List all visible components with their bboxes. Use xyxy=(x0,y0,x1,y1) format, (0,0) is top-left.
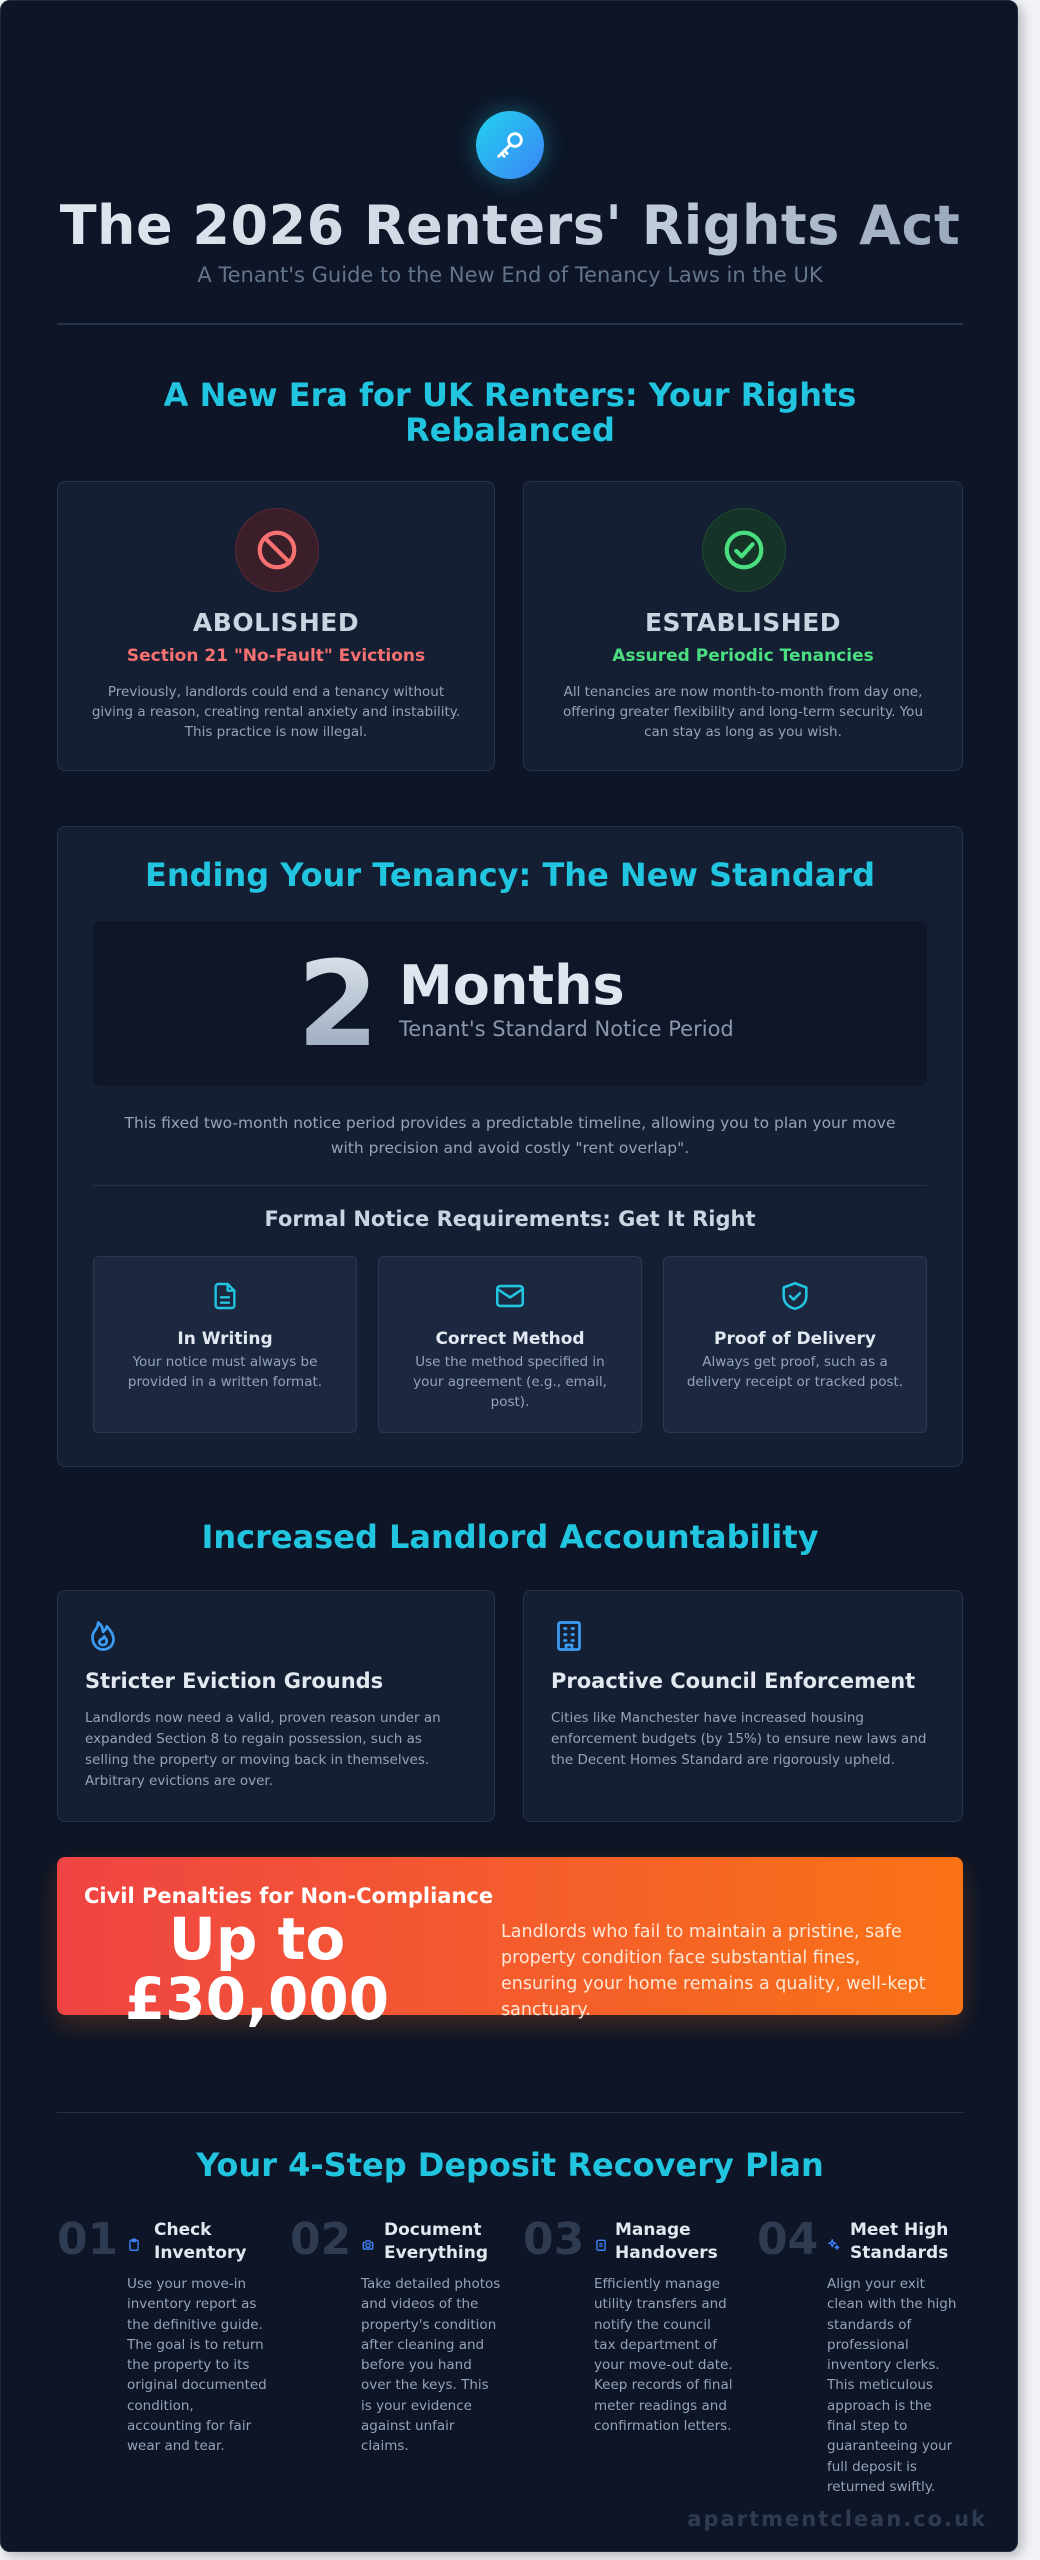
requirement-card xyxy=(663,1256,927,1433)
step-description: Efficiently manage utility transfers and notify the council tax department of your move-out date. Keep records of final meter readings and confirmation letters. xyxy=(594,2276,733,2435)
step-title: Manage Handovers xyxy=(615,2220,718,2263)
accountability-card xyxy=(523,1590,963,1822)
penalty-label: Civil Penalties for Non-Compliance xyxy=(84,1884,494,1908)
clipboard-icon xyxy=(127,2237,141,2257)
requirements-title: Formal Notice Requirements: Get It Right xyxy=(264,1207,756,1231)
requirement-card xyxy=(93,1256,357,1433)
divider xyxy=(93,1185,927,1186)
penalty-amount: Up to £30,000 xyxy=(124,1905,390,2033)
notice-number: 2 xyxy=(297,935,380,1073)
penalty-description: Landlords who fail to maintain a pristine, safe property condition face substantial fines, ensuring your home remains a quality, well-kept sanctuary. xyxy=(501,1922,926,2020)
requirement-description: Use the method specified in your agreement (e.g., email, post). xyxy=(413,1354,607,1410)
notice-paragraph: This fixed two-month notice period provides a predictable timeline, allowing you to plan your move with precision and avoid costly "rent overlap". xyxy=(124,1114,896,1157)
step-number: 04 xyxy=(757,2214,819,2265)
accountability-description: Cities like Manchester have increased housing enforcement budgets (by 15%) to ensure new laws and the Decent Homes Standard are rigorously upheld. xyxy=(551,1710,927,1768)
section-title-deposit: Your 4-Step Deposit Recovery Plan xyxy=(196,2146,824,2184)
accountability-title: Stricter Eviction Grounds xyxy=(85,1669,384,1693)
footer-brand[interactable]: apartmentclean.co.uk xyxy=(687,2507,987,2531)
step-title: Check Inventory xyxy=(154,2220,247,2263)
requirement-title: In Writing xyxy=(177,1329,273,1349)
section-title-ending: Ending Your Tenancy: The New Standard xyxy=(144,856,875,894)
step-description: Use your move-in inventory report as the definitive guide. The goal is to return the property to its original documented condition, accounting for fair wear and tear. xyxy=(127,2276,267,2455)
divider xyxy=(57,2112,963,2113)
flame-icon xyxy=(85,1618,121,1658)
ban-icon xyxy=(235,508,319,592)
camera-icon xyxy=(361,2237,375,2256)
envelope-icon xyxy=(379,1279,641,1313)
requirement-description: Your notice must always be provided in a written format. xyxy=(127,1354,323,1390)
requirement-title: Correct Method xyxy=(435,1329,585,1349)
sparkles-icon xyxy=(827,2237,841,2256)
abolished-subtitle: Section 21 "No-Fault" Evictions xyxy=(126,646,426,666)
building-icon xyxy=(551,1618,587,1658)
notice-unit-subtitle: Tenant's Standard Notice Period xyxy=(399,1017,734,1041)
document-icon xyxy=(94,1279,356,1313)
step-number: 01 xyxy=(57,2214,119,2265)
step-description: Align your exit clean with the high standards of professional inventory clerks. This meticulous approach is the final step to guaranteeing your full deposit is returned swiftly. xyxy=(827,2276,957,2495)
section-title-accountability: Increased Landlord Accountability xyxy=(201,1518,819,1556)
page-title: The 2026 Renters' Rights Act xyxy=(1,194,1019,257)
established-card xyxy=(523,481,963,771)
abolished-description: Previously, landlords could end a tenancy without giving a reason, creating rental anxiety and instability. This practice is now illegal. xyxy=(91,684,461,740)
abolished-card xyxy=(57,481,495,771)
abolished-title: ABOLISHED xyxy=(192,608,360,637)
accountability-title: Proactive Council Enforcement xyxy=(551,1669,916,1693)
shield-check-icon xyxy=(664,1279,926,1313)
established-description: All tenancies are now month-to-month from day one, offering greater flexibility and long-term security. You can stay as long as you wish. xyxy=(562,684,923,740)
accountability-description: Landlords now need a valid, proven reason under an expanded Section 8 to regain possession, such as selling the property or moving back in themselves. Arbitrary evictions are over. xyxy=(85,1710,441,1789)
step-description: Take detailed photos and videos of the property's condition after cleaning and before you hand over the keys. This is your evidence against unfair claims. xyxy=(361,2276,501,2455)
requirement-card xyxy=(378,1256,642,1433)
step-number: 02 xyxy=(290,2214,352,2265)
step-title: Document Everything xyxy=(384,2220,489,2263)
notice-unit: Months xyxy=(399,954,625,1017)
established-title: ESTABLISHED xyxy=(644,608,842,637)
page-subtitle: A Tenant's Guide to the New End of Tenancy Laws in the UK xyxy=(197,263,823,287)
step-number: 03 xyxy=(523,2214,585,2265)
divider xyxy=(57,323,963,325)
check-circle-icon xyxy=(702,508,786,592)
requirement-title: Proof of Delivery xyxy=(714,1329,876,1349)
penalty-banner xyxy=(57,1857,963,2033)
step-title: Meet High Standards xyxy=(850,2220,949,2263)
section-title-era: A New Era for UK Renters: Your Rights Rebalanced xyxy=(163,376,857,449)
requirement-description: Always get proof, such as a delivery receipt or tracked post. xyxy=(686,1354,904,1390)
accountability-card xyxy=(57,1590,495,1822)
established-subtitle: Assured Periodic Tenancies xyxy=(612,646,874,666)
key-icon xyxy=(476,111,544,179)
clipboard-list-icon xyxy=(594,2237,608,2257)
